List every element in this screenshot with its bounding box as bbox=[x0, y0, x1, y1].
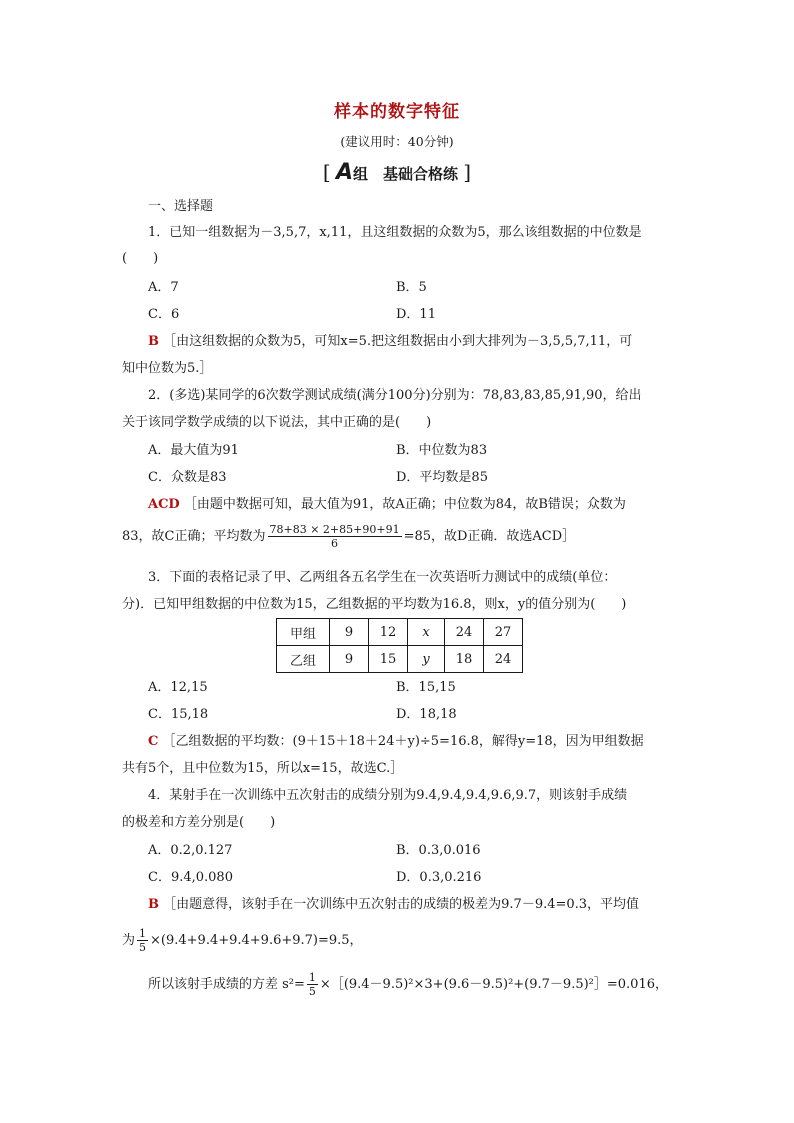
q4-option-b: B．0.3,0.016 bbox=[396, 843, 481, 858]
q2-explanation-text: ［由题中数据可知，最大值为91，故A正确；中位数为84，故B错误；众数为 bbox=[183, 497, 626, 512]
table-row bbox=[277, 646, 523, 673]
suggested-time: (建议用时：40分钟) bbox=[340, 134, 454, 149]
q4-option-d: D．0.3,0.216 bbox=[396, 870, 482, 885]
q4-explanation-line1 bbox=[148, 896, 639, 914]
q4-explanation-part1: 为 bbox=[122, 933, 136, 948]
bracket-left: [ bbox=[322, 160, 331, 184]
q3-explanation-line1 bbox=[148, 733, 644, 751]
q2-explanation-part2: =85，故D正确．故选ACD］ bbox=[403, 529, 576, 544]
q4-explanation-line2 bbox=[122, 924, 363, 958]
q3-answer: C bbox=[148, 734, 159, 749]
table-cell: y bbox=[408, 646, 445, 673]
group-label: 组 基础合格练 bbox=[353, 165, 459, 183]
q4-answer: B bbox=[148, 897, 159, 912]
q2-option-a: A．最大值为91 bbox=[148, 443, 239, 458]
q3-option-a: A．12,15 bbox=[148, 680, 208, 695]
q2-option-d: D．平均数是85 bbox=[396, 470, 488, 485]
q3-explanation-text: ［乙组数据的平均数：(9＋15＋18＋24＋y)÷5=16.8，解得y=18，因为甲组数据 bbox=[162, 734, 644, 749]
q1-option-a: A．7 bbox=[148, 280, 179, 295]
q4-mean-fraction bbox=[137, 927, 148, 954]
q4-variance-label: 所以该射手成绩的方差 s²= bbox=[148, 977, 305, 992]
q2-fraction-numerator: 78+83 × 2+85+90+91 bbox=[269, 523, 400, 536]
q1-option-c: C．6 bbox=[148, 307, 180, 322]
q4-variance-fraction bbox=[307, 971, 318, 998]
q4-explanation-part2: ×(9.4+9.4+9.4+9.6+9.7)=9.5， bbox=[150, 933, 363, 948]
group-letter: A bbox=[335, 160, 353, 185]
q1-stem-line1: 1．已知一组数据为－3,5,7，x,11，且这组数据的众数为5，那么该组数据的中位数是 bbox=[148, 225, 642, 240]
bracket-right: ] bbox=[463, 160, 472, 184]
table-cell: 24 bbox=[445, 619, 484, 646]
group-heading bbox=[0, 160, 794, 185]
q4-fraction1-denominator: 5 bbox=[139, 941, 147, 954]
q4-stem-line2: 的极差和方差分别是( ) bbox=[122, 815, 276, 830]
q3-option-c: C．15,18 bbox=[148, 707, 209, 722]
q1-option-d: D．11 bbox=[396, 307, 436, 322]
table-cell: x bbox=[408, 619, 445, 646]
q2-explanation-part1: 83，故C正确；平均数为 bbox=[122, 529, 266, 544]
table-cell: 27 bbox=[484, 619, 523, 646]
q4-option-a: A．0.2,0.127 bbox=[148, 843, 233, 858]
q4-explanation-text: ［由题意得，该射手在一次训练中五次射击的成绩的极差为9.7－9.4=0.3，平均值 bbox=[163, 897, 640, 912]
q3-stem-line2: 分)．已知甲组数据的中位数为15，乙组数据的平均数为16.8，则x，y的值分别为( ) bbox=[122, 597, 627, 612]
q1-explanation-text: ［由这组数据的众数为5，可知x=5.把这组数据由小到大排列为－3,5,5,7,11，可 bbox=[163, 334, 633, 349]
q4-fraction2-numerator: 1 bbox=[308, 971, 316, 984]
q1-explanation-line1 bbox=[148, 333, 632, 351]
table-cell: 18 bbox=[445, 646, 484, 673]
q4-explanation-line3 bbox=[148, 968, 668, 1002]
q2-explanation-line2 bbox=[122, 520, 575, 554]
q3-option-d: D．18,18 bbox=[396, 707, 457, 722]
q4-fraction1-numerator: 1 bbox=[139, 927, 147, 940]
row-header-group-b: 乙组 bbox=[277, 646, 330, 673]
table-row bbox=[277, 619, 523, 646]
q3-option-b: B．15,15 bbox=[396, 680, 456, 695]
q3-stem-line1: 3．下面的表格记录了甲、乙两组各五名学生在一次英语听力测试中的成绩(单位： bbox=[148, 570, 617, 585]
q4-fraction2-denominator: 5 bbox=[308, 985, 316, 998]
section-heading: 一、选择题 bbox=[148, 199, 214, 214]
q2-stem-line1: 2．(多选)某同学的6次数学测试成绩(满分100分)分别为：78,83,83,85,91,90，给出 bbox=[148, 388, 642, 403]
q1-stem-line2: ( ) bbox=[122, 251, 159, 266]
q2-option-b: B．中位数为83 bbox=[396, 443, 488, 458]
score-table bbox=[276, 618, 523, 673]
q2-stem-line2: 关于该同学数学成绩的以下说法，其中正确的是( ) bbox=[122, 415, 432, 430]
q2-option-c: C．众数是83 bbox=[148, 470, 227, 485]
q2-answer: ACD bbox=[148, 497, 180, 512]
q1-option-b: B．5 bbox=[396, 280, 427, 295]
page-title: 样本的数字特征 bbox=[334, 102, 460, 122]
q3-explanation-line2: 共有5个，且中位数为15，所以x=15，故选C.］ bbox=[122, 761, 404, 776]
q2-fraction-denominator: 6 bbox=[331, 537, 339, 550]
q4-option-c: C．9.4,0.080 bbox=[148, 870, 233, 885]
q2-explanation-line1 bbox=[148, 496, 626, 514]
q2-mean-fraction bbox=[268, 523, 402, 550]
table-cell: 15 bbox=[369, 646, 408, 673]
table-cell: 12 bbox=[369, 619, 408, 646]
table-cell: 24 bbox=[484, 646, 523, 673]
q1-explanation-line2: 知中位数为5.］ bbox=[122, 361, 213, 376]
table-cell: 9 bbox=[330, 646, 369, 673]
q1-answer: B bbox=[148, 334, 159, 349]
q4-variance-expression: ×［(9.4－9.5)²×3+(9.6－9.5)²+(9.7－9.5)²］=0.016， bbox=[319, 977, 668, 992]
row-header-group-a: 甲组 bbox=[277, 619, 330, 646]
table-cell: 9 bbox=[330, 619, 369, 646]
q4-stem-line1: 4．某射手在一次训练中五次射击的成绩分别为9.4,9.4,9.4,9.6,9.7，则该射手成绩 bbox=[148, 788, 628, 803]
